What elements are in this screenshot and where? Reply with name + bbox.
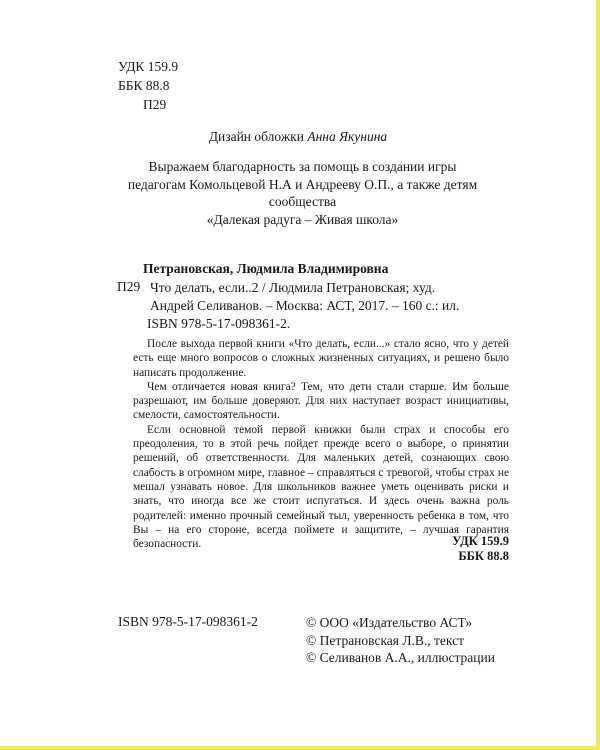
ack-line: «Далекая радуга – Живая школа» [206, 211, 399, 227]
copyright-line: © Петрановская Л.В., текст [306, 632, 465, 648]
copyright-block [306, 614, 495, 667]
catalog-bibliography [150, 279, 520, 314]
classification-codes-bottom [437, 534, 509, 564]
cover-credit [0, 129, 596, 145]
page-edge-right [596, 0, 600, 750]
abstract-paragraph: Если основной темой первой книжки были страх и способы его преодоления, то в этой речь пойдет прежде всего о выборе, о принятии решений, об ответственности. Для маленьких детей, сознающих свою слабость в огромном мире, главное – справляться с тревогой, чтобы страх не мешал узнавать новое. Для школьников важнее уметь оценивать риски и знать, что иногда все же стоит испугаться. И здесь очень важна роль родителей: именно прочный семейный тыл, уверенность ребенка в том, что Вы – на его стороне, всегда поймете и защитите, – лучшая гарантия безопасности. [133, 423, 509, 551]
catalog-call-mark: П29 [117, 279, 141, 294]
catalog-isbn: ISBN 978-5-17-098361-2. [147, 316, 291, 331]
bbk-code: ББК 88.8 [118, 78, 170, 93]
footer-isbn: ISBN 978-5-17-098361-2 [118, 614, 258, 629]
abstract-paragraph: Чем отличается новая книга? Тем, что дети стали старше. Им больше разрешают, им больше доверяют. Для них наступает возраст инициативы, смелости, самостоятельности. [133, 380, 509, 422]
catalog-author: Петрановская, Людмила Владимировна [143, 261, 389, 276]
cover-credit-prefix: Дизайн обложки [208, 129, 308, 144]
classification-codes [118, 57, 178, 114]
cover-designer: Анна Якунина [307, 129, 388, 144]
bib-line: Что делать, если..2 / Людмила Петрановская; худ. [150, 280, 436, 295]
abstract-paragraph: После выхода первой книги «Что делать, если...» стало ясно, что у детей есть еще много вопросов о сложных жизненных ситуациях, и решено было написать продолжение. [133, 338, 509, 379]
bbk-code-bottom: ББК 88.8 [458, 549, 509, 563]
ack-line: педагогам Комольцевой Н.А и Андрееву О.П., а также детям [127, 176, 478, 192]
page-edge-bottom [0, 746, 600, 750]
bib-line: Андрей Селиванов. – Москва: АСТ, 2017. – 160 с.: ил. [150, 297, 460, 313]
acknowledgement [110, 158, 495, 228]
copyright-line: © Селиванов А.А., иллюстрации [306, 650, 495, 665]
ack-line: сообщества [268, 194, 337, 209]
udk-code-bottom: УДК 159.9 [452, 534, 509, 548]
copyright-line: © ООО «Издательство АСТ» [306, 615, 473, 630]
author-mark: П29 [143, 97, 167, 112]
ack-line: Выражаем благодарность за помощь в создании игры [148, 159, 457, 174]
abstract [133, 337, 509, 551]
udk-code: УДК 159.9 [118, 59, 179, 74]
